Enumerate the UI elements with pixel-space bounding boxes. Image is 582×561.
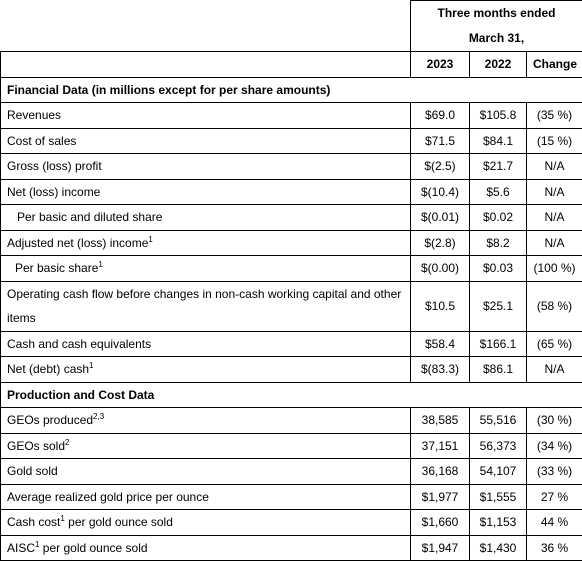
value-change: 44 % bbox=[527, 510, 582, 536]
value-change: (15 %) bbox=[527, 128, 582, 154]
value-2022: $84.1 bbox=[470, 128, 527, 154]
footnote-marker: 2,3 bbox=[93, 412, 104, 421]
value-2022: $1,555 bbox=[470, 484, 527, 510]
footnote-marker: 1 bbox=[148, 235, 152, 244]
row-label-cell bbox=[1, 510, 411, 536]
value-change: 36 % bbox=[527, 535, 582, 561]
col-header-2023: 2023 bbox=[411, 52, 470, 78]
value-2022: $8.2 bbox=[470, 230, 527, 256]
footnote-marker: 2 bbox=[65, 438, 69, 447]
value-2023: $(2.8) bbox=[411, 230, 470, 256]
row-label: Cost of sales bbox=[1, 128, 411, 154]
value-change: (35 %) bbox=[527, 103, 582, 129]
row-label: Revenues bbox=[1, 103, 411, 129]
row-label-cell bbox=[1, 535, 411, 561]
row-label: GEOs sold bbox=[7, 439, 65, 453]
value-change: (65 %) bbox=[527, 331, 582, 357]
value-change: (34 %) bbox=[527, 433, 582, 459]
value-2023: $71.5 bbox=[411, 128, 470, 154]
value-2022: $1,153 bbox=[470, 510, 527, 536]
value-2022: $0.03 bbox=[470, 256, 527, 282]
value-change: N/A bbox=[527, 179, 582, 205]
value-2023: $(2.5) bbox=[411, 154, 470, 180]
footnote-marker: 1 bbox=[35, 540, 39, 549]
value-2023: $69.0 bbox=[411, 103, 470, 129]
value-2022: $166.1 bbox=[470, 331, 527, 357]
value-2022: $0.02 bbox=[470, 205, 527, 231]
value-2022: 55,516 bbox=[470, 408, 527, 434]
value-2023: $58.4 bbox=[411, 331, 470, 357]
table-row bbox=[1, 510, 582, 536]
footnote-marker: 1 bbox=[89, 361, 93, 370]
table-row bbox=[1, 331, 582, 357]
col-header-2022: 2022 bbox=[470, 52, 527, 78]
table-row bbox=[1, 154, 582, 180]
period-header bbox=[411, 1, 582, 52]
value-change: (58 %) bbox=[527, 281, 582, 331]
row-label: GEOs produced bbox=[7, 413, 93, 427]
table-row bbox=[1, 179, 582, 205]
header-blank-cell bbox=[1, 1, 411, 52]
row-label: Per basic share bbox=[15, 261, 98, 275]
value-change: (30 %) bbox=[527, 408, 582, 434]
col-header-change: Change bbox=[527, 52, 582, 78]
value-2023: $1,660 bbox=[411, 510, 470, 536]
row-label: Gross (loss) profit bbox=[1, 154, 411, 180]
row-label-cell bbox=[1, 357, 411, 383]
value-2023: $(0.00) bbox=[411, 256, 470, 282]
row-label: Average realized gold price per ounce bbox=[1, 484, 411, 510]
value-change: N/A bbox=[527, 154, 582, 180]
footnote-marker: 1 bbox=[98, 260, 102, 269]
row-label: Net (debt) cash bbox=[7, 362, 89, 376]
value-2022: $105.8 bbox=[470, 103, 527, 129]
value-change: 27 % bbox=[527, 484, 582, 510]
value-2022: 56,373 bbox=[470, 433, 527, 459]
table-row bbox=[1, 459, 582, 485]
value-change: N/A bbox=[527, 357, 582, 383]
table-row bbox=[1, 433, 582, 459]
row-label: Adjusted net (loss) income bbox=[7, 236, 148, 250]
section-title-production: Production and Cost Data bbox=[1, 382, 582, 408]
table-row bbox=[1, 205, 582, 231]
row-label-cell bbox=[1, 408, 411, 434]
value-2022: 54,107 bbox=[470, 459, 527, 485]
row-label-suffix: per gold ounce sold bbox=[39, 541, 147, 555]
value-2023: $10.5 bbox=[411, 281, 470, 331]
table-row bbox=[1, 128, 582, 154]
table-row bbox=[1, 408, 582, 434]
row-label: Per basic and diluted share bbox=[1, 205, 411, 231]
row-label-cell bbox=[1, 433, 411, 459]
row-label: Cash and cash equivalents bbox=[1, 331, 411, 357]
value-change: N/A bbox=[527, 205, 582, 231]
value-2023: 38,585 bbox=[411, 408, 470, 434]
value-2022: $5.6 bbox=[470, 179, 527, 205]
table-row bbox=[1, 484, 582, 510]
header-label-cell bbox=[1, 52, 411, 78]
row-label: Net (loss) income bbox=[1, 179, 411, 205]
section-title-financial: Financial Data (in millions except for per share amounts) bbox=[1, 77, 582, 103]
value-2023: $1,947 bbox=[411, 535, 470, 561]
period-line-1: Three months ended bbox=[417, 1, 576, 26]
value-2023: 36,168 bbox=[411, 459, 470, 485]
value-2022: $25.1 bbox=[470, 281, 527, 331]
value-2023: $1,977 bbox=[411, 484, 470, 510]
table-row bbox=[1, 535, 582, 561]
row-label: Cash cost bbox=[7, 515, 60, 529]
row-label: Operating cash flow before changes in non-cash working capital and other items bbox=[1, 281, 411, 331]
value-2022: $86.1 bbox=[470, 357, 527, 383]
table-row bbox=[1, 256, 582, 282]
table-row bbox=[1, 357, 582, 383]
row-label-cell bbox=[1, 230, 411, 256]
table-row bbox=[1, 281, 582, 331]
value-2023: 37,151 bbox=[411, 433, 470, 459]
row-label: Gold sold bbox=[1, 459, 411, 485]
value-2023: $(83.3) bbox=[411, 357, 470, 383]
value-change: (100 %) bbox=[527, 256, 582, 282]
value-change: N/A bbox=[527, 230, 582, 256]
footnote-marker: 1 bbox=[60, 514, 64, 523]
row-label-suffix: per gold ounce sold bbox=[65, 515, 173, 529]
value-2022: $21.7 bbox=[470, 154, 527, 180]
value-2023: $(10.4) bbox=[411, 179, 470, 205]
value-change: (33 %) bbox=[527, 459, 582, 485]
row-label: AISC bbox=[7, 541, 35, 555]
table-row bbox=[1, 230, 582, 256]
value-2022: $1,430 bbox=[470, 535, 527, 561]
value-2023: $(0.01) bbox=[411, 205, 470, 231]
row-label-cell bbox=[1, 256, 411, 282]
table-row bbox=[1, 103, 582, 129]
period-line-2: March 31, bbox=[417, 26, 576, 51]
